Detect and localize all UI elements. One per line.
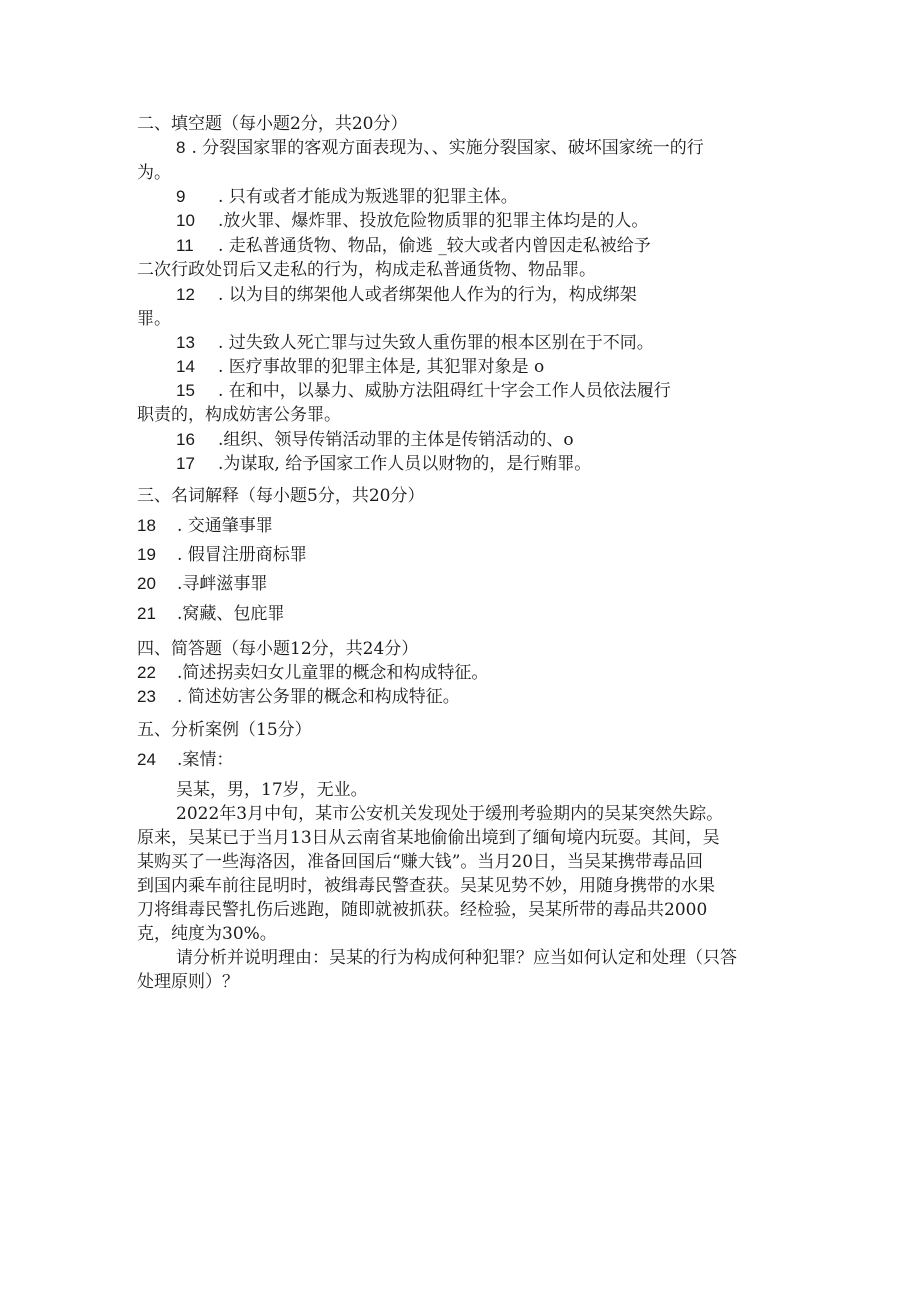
question-item [176,185,518,209]
question-number: 18 [137,516,156,535]
question-number: 19 [137,545,156,564]
question-number: 17 [176,454,195,473]
section-heading-fill-blank: 二、填空题（每小题2分，共20分） [137,114,408,134]
question-number: 16 [176,430,195,449]
question-text: .组织、领导传销活动罪的主体是传销活动的、o [218,430,574,450]
question-text-continued: 职责的，构成妨害公务罪。 [137,405,341,425]
case-paragraph-line: 克，纯度为30%。 [137,924,277,944]
case-question-line: 处理原则）？ [137,972,239,992]
question-item [176,452,591,476]
question-text: . 以为目的绑架他人或者绑架他人作为的行为，构成绑架 [218,285,637,305]
question-text: . 只有或者才能成为叛逃罪的犯罪主体。 [218,187,518,207]
question-item [176,234,651,258]
question-number: 23 [137,687,156,706]
question-text: . 分裂国家罪的客观方面表现为、、实施分裂国家、破坏国家统一的行 [191,138,704,158]
question-text: .放火罪、爆炸罪、投放危险物质罪的犯罪主体均是的人。 [218,211,649,231]
question-text: . 假冒注册商标罪 [177,545,307,565]
question-text: . 过失致人死亡罪与过失致人重伤罪的根本区别在于不同。 [218,333,654,353]
question-text: . 简述妨害公务罪的概念和构成特征。 [177,687,460,707]
question-number: 8 [176,138,186,157]
question-number: 14 [176,357,195,376]
question-number: 24 [137,750,156,769]
question-number: 9 [176,187,186,206]
case-paragraph-line: 到国内乘车前往昆明时，被缉毒民警查获。吴某见势不妙，用随身携带的水果 [137,876,715,896]
case-title [137,748,233,772]
question-item [176,379,671,403]
section-heading-case-analysis: 五、分析案例（15分） [137,720,312,740]
case-paragraph-line: 某购买了一些海洛因，准备回国后“赚大钱”。当月20日，当吴某携带毒品回 [137,852,704,872]
case-question-line: 请分析并说明理由：吴某的行为构成何种犯罪？应当如何认定和处理（只答 [176,948,737,968]
question-text: .简述拐卖妇女儿童罪的概念和构成特征。 [177,663,489,683]
question-number: 12 [176,285,195,304]
question-number: 22 [137,663,156,682]
question-text: . 医疗事故罪的犯罪主体是, 其犯罪对象是 o [218,357,545,377]
question-number: 10 [176,211,195,230]
question-item [137,661,488,685]
case-paragraph-line: 2022年3月中旬，某市公安机关发现处于缓刑考验期内的吴某突然失踪。 [176,804,724,824]
question-item [176,331,654,355]
section-heading-short-answer: 四、简答题（每小题12分，共24分） [137,639,419,659]
question-item [137,514,273,538]
question-text: .寻衅滋事罪 [177,574,268,594]
case-paragraph-line: 刀将缉毒民警扎伤后逃跑，随即就被抓获。经检验，吴某所带的毒品共2000 [137,900,708,920]
question-text: .窝藏、包庇罪 [177,604,285,624]
question-item [137,543,307,567]
question-text: . 在和中，以暴力、威胁方法阻碍红十字会工作人员依法履行 [218,381,671,401]
section-heading-definitions: 三、名词解释（每小题5分，共20分） [137,486,425,506]
question-item [137,685,460,709]
question-item [176,209,648,233]
question-text: . 走私普通货物、物品，偷逃 _较大或者内曾因走私被给予 [218,236,651,256]
question-number: 13 [176,333,195,352]
question-item [137,602,284,626]
question-number: 21 [137,604,156,623]
question-text: . 交通肇事罪 [177,516,273,536]
question-text-continued: 为。 [137,163,171,183]
case-label: .案情： [177,750,234,770]
question-item [176,136,704,160]
question-number: 11 [176,236,194,255]
question-text: .为谋取, 给予国家工作人员以财物的，是行贿罪。 [218,454,592,474]
question-item [137,572,267,596]
case-person: 吴某，男，17岁，无业。 [176,780,368,800]
question-text-continued: 罪。 [137,309,171,329]
question-item [176,428,574,452]
case-paragraph-line: 原来，吴某已于当月13日从云南省某地偷偷出境到了缅甸境内玩耍。其间，吴 [137,828,720,848]
question-text-continued: 二次行政处罚后又走私的行为，构成走私普通货物、物品罪。 [137,260,596,280]
question-number: 20 [137,574,156,593]
question-number: 15 [176,381,195,400]
question-item [176,355,544,379]
question-item [176,283,637,307]
